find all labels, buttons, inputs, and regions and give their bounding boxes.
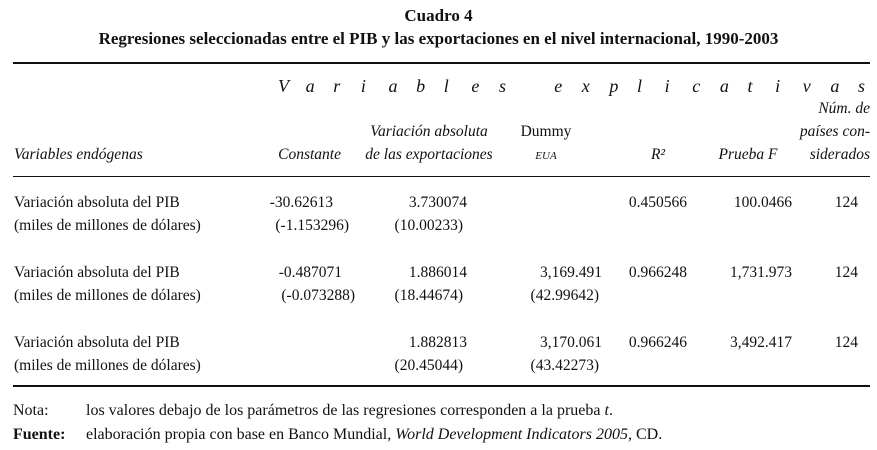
row1-r2: 0.450566 xyxy=(628,194,687,211)
row3-dummy-t: (43.42273) xyxy=(530,357,599,374)
bottom-rule xyxy=(13,385,870,387)
row1-label xyxy=(14,194,180,212)
header-rule xyxy=(13,176,870,177)
spanning-header-letter: v xyxy=(802,76,811,96)
spanning-header-letter: t xyxy=(747,76,753,96)
spanning-header-letter: r xyxy=(333,76,341,96)
spanning-header-letter: i xyxy=(775,76,781,96)
header-dummy-eua: EUA xyxy=(535,150,557,162)
spanning-header-letter: e xyxy=(554,76,563,96)
header-r2: R² xyxy=(650,146,666,163)
row3-variacion: 1.882813 xyxy=(408,334,467,351)
spanning-header-letter: a xyxy=(305,76,315,96)
header-num-line2: países con- xyxy=(799,123,870,140)
row1-unit: (miles de millones de dólares) xyxy=(14,217,201,234)
nota-text-main: los valores debajo de los parámetros de las regresiones corresponden a la prueba xyxy=(86,402,605,419)
row3-label xyxy=(14,334,180,352)
row2-label-pib: PIB xyxy=(155,264,180,281)
subtitle-pib: PIB xyxy=(349,29,378,48)
row2-prueba-f: 1,731.973 xyxy=(730,264,792,281)
row3-label-pib: PIB xyxy=(155,334,180,351)
row2-dummy-t: (42.99642) xyxy=(530,287,599,304)
nota-text xyxy=(86,402,613,420)
spanning-header-letter: a xyxy=(719,76,729,96)
spanning-header-letter: l xyxy=(637,76,643,96)
row2-constante: -0.487071 xyxy=(278,264,342,281)
fuente-text-comma: , xyxy=(627,426,636,443)
header-num-line1: Núm. de xyxy=(818,100,870,117)
spanning-header-letter: s xyxy=(498,76,506,96)
spanning-header-letter: a xyxy=(830,76,840,96)
row2-variacion: 1.886014 xyxy=(408,264,467,281)
spanning-header-letter: l xyxy=(443,76,449,96)
row1-constante-t: (-1.153296) xyxy=(275,217,349,234)
row2-variacion-t: (18.44674) xyxy=(394,287,463,304)
spanning-header-letter: a xyxy=(388,76,398,96)
row3-num: 124 xyxy=(834,334,858,351)
row1-variacion-t: (10.00233) xyxy=(394,217,463,234)
header-num-line3: siderados xyxy=(809,146,870,163)
row3-r2: 0.966246 xyxy=(628,334,687,351)
spanning-header-letter: p xyxy=(609,76,619,96)
nota-label: Nota: xyxy=(13,402,49,419)
spanning-header-letter: c xyxy=(692,76,701,96)
table-subtitle xyxy=(0,29,877,49)
subtitle-part-2: y las exportaciones en el nivel internacional, 1990-2003 xyxy=(377,29,779,48)
row1-variacion: 3.730074 xyxy=(408,194,467,211)
spanning-header-letter: i xyxy=(664,76,670,96)
top-rule xyxy=(13,62,870,64)
row1-constante: -30.62613 xyxy=(269,194,333,211)
row2-constante-t: (-0.073288) xyxy=(281,287,355,304)
table-title: Cuadro 4 xyxy=(404,6,473,25)
subtitle-part-1: Regresiones seleccionadas entre el xyxy=(98,29,350,48)
row3-dummy: 3,170.061 xyxy=(540,334,602,351)
row3-prueba-f: 3,492.417 xyxy=(730,334,792,351)
row1-prueba-f: 100.0466 xyxy=(733,194,792,211)
row2-label-text: Variación absoluta del xyxy=(14,264,156,281)
row3-variacion-t: (20.45044) xyxy=(394,357,463,374)
spanning-header-letter: s xyxy=(858,76,866,96)
spanning-header-letter: V xyxy=(278,76,289,96)
header-variacion-line2: de las exportaciones xyxy=(365,146,493,163)
header-constante: Constante xyxy=(278,146,341,163)
header-prueba-f: Prueba F xyxy=(718,146,778,163)
spanning-header-letter: e xyxy=(471,76,480,96)
fuente-text-wdi: World Development Indicators 2005 xyxy=(395,426,628,443)
header-variacion-line1: Variación absoluta xyxy=(370,123,488,140)
row2-unit: (miles de millones de dólares) xyxy=(14,287,201,304)
header-endogenas: Variables endógenas xyxy=(14,146,143,163)
row3-label-text: Variación absoluta del xyxy=(14,334,156,351)
row2-label xyxy=(14,264,180,282)
fuente-label: Fuente: xyxy=(13,426,66,443)
fuente-text xyxy=(86,426,662,444)
header-dummy: Dummy xyxy=(520,123,572,140)
row2-dummy: 3,169.491 xyxy=(540,264,602,281)
row1-label-pib: PIB xyxy=(155,194,180,211)
nota-text-end: . xyxy=(608,402,613,419)
fuente-text-main: elaboración propia con base en Banco Mundial, xyxy=(86,426,396,443)
row1-num: 124 xyxy=(834,194,858,211)
row2-num: 124 xyxy=(834,264,858,281)
row2-r2: 0.966248 xyxy=(628,264,687,281)
spanning-header-letter: b xyxy=(416,76,426,96)
spanning-header-letter: x xyxy=(581,76,590,96)
fuente-text-end: . xyxy=(658,426,663,443)
row3-unit: (miles de millones de dólares) xyxy=(14,357,201,374)
fuente-text-cd: CD xyxy=(635,426,659,443)
spanning-header-letter: i xyxy=(360,76,366,96)
nota-text-t: t xyxy=(604,402,609,419)
row1-label-text: Variación absoluta del xyxy=(14,194,156,211)
